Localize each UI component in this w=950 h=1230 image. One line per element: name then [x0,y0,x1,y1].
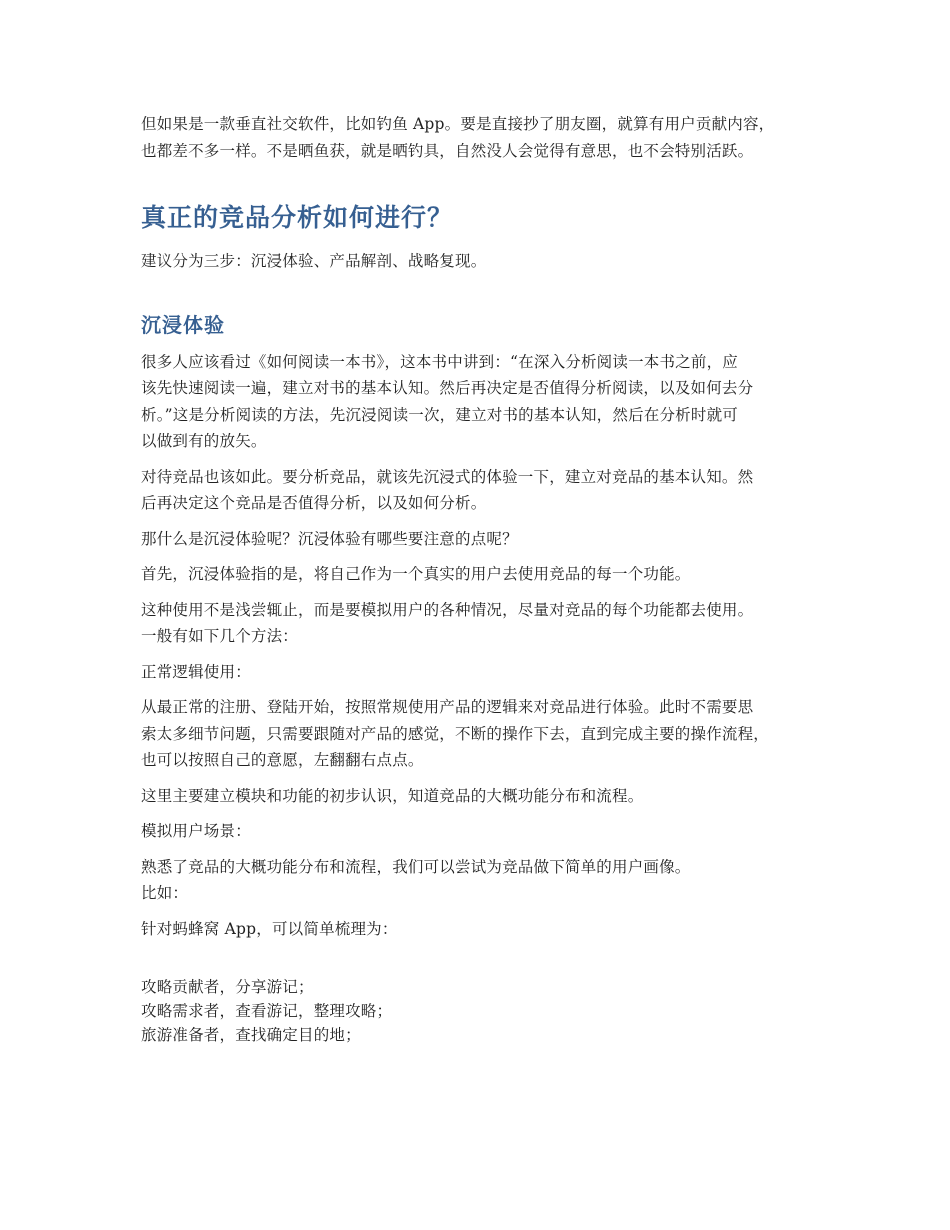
heading-immersion: 沉浸体验 [141,312,225,337]
paragraph-book [141,349,841,455]
text-line: 比如： [141,884,189,902]
paragraph-normal-use-label: 正常逻辑使用： [141,662,251,681]
paragraph-scenario-label: 模拟用户场景： [141,822,251,840]
list-item: 攻略需求者，查看游记，整理攻略； [141,1002,393,1020]
heading-main: 真正的竞品分析如何进行？ [141,203,454,232]
intro-paragraph [141,111,841,164]
text-line: 也可以按照自己的意愿，左翻翻右点点。 [141,751,424,769]
persona-list [141,975,841,1047]
document-page [141,111,841,1047]
text-line: 一般有如下几个方法： [141,627,299,645]
paragraph-mafengwo: 针对蚂蜂窝 App，可以简单梳理为： [141,919,398,938]
paragraph-modules: 这里主要建立模块和功能的初步认识，知道竞品的大概功能分布和流程。 [141,786,644,805]
paragraph-competitor [141,464,841,517]
list-item: 旅游准备者，查找确定目的地； [141,1026,361,1044]
text-line: 熟悉了竞品的大概功能分布和流程，我们可以尝试为竞品做下简单的用户画像。 [141,857,691,876]
text-line: 以做到有的放矢。 [141,432,267,450]
paragraph-persona [141,854,841,907]
text-line: 这种使用不是浅尝辄止，而是要模拟用户的各种情况，尽量对竞品的每个功能都去使用。 [141,600,754,619]
text-line: 后再决定这个竞品是否值得分析，以及如何分析。 [141,494,487,512]
steps-paragraph: 建议分为三步：沉浸体验、产品解剖、战略复现。 [141,252,487,270]
text-line: 析。”这是分析阅读的方法，先沉浸阅读一次，建立对书的基本认知，然后在分析时就可 [141,405,738,424]
paragraph-definition: 首先，沉浸体验指的是，将自己作为一个真实的用户去使用竞品的每一个功能。 [141,565,691,583]
text-line: 该先快速阅读一遍，建立对书的基本认知。然后再决定是否值得分析阅读，以及如何去分 [141,379,754,397]
text-line: 但如果是一款垂直社交软件，比如钓鱼 App。要是直接抄了朋友圈，就算有用户贡献内容， [141,115,775,133]
paragraph-question: 那什么是沉浸体验呢？沉浸体验有哪些要注意的点呢？ [141,529,518,548]
text-line: 很多人应该看过《如何阅读一本书》，这本书中讲到：“在深入分析阅读一本书之前，应 [141,352,738,371]
list-item: 攻略贡献者，分享游记； [141,978,314,996]
text-line: 索太多细节问题，只需要跟随对产品的感觉，不断的操作下去，直到完成主要的操作流程， [141,724,770,743]
text-line: 对待竞品也该如此。要分析竞品，就该先沉浸式的体验一下，建立对竞品的基本认知。然 [141,467,754,486]
paragraph-methods [141,597,841,650]
paragraph-normal-use [141,694,841,774]
text-line: 也都差不多一样。不是晒鱼获，就是晒钓具，自然没人会觉得有意思，也不会特别活跃。 [141,141,754,160]
text-line: 从最正常的注册、登陆开始，按照常规使用产品的逻辑来对竞品进行体验。此时不需要思 [141,698,754,716]
